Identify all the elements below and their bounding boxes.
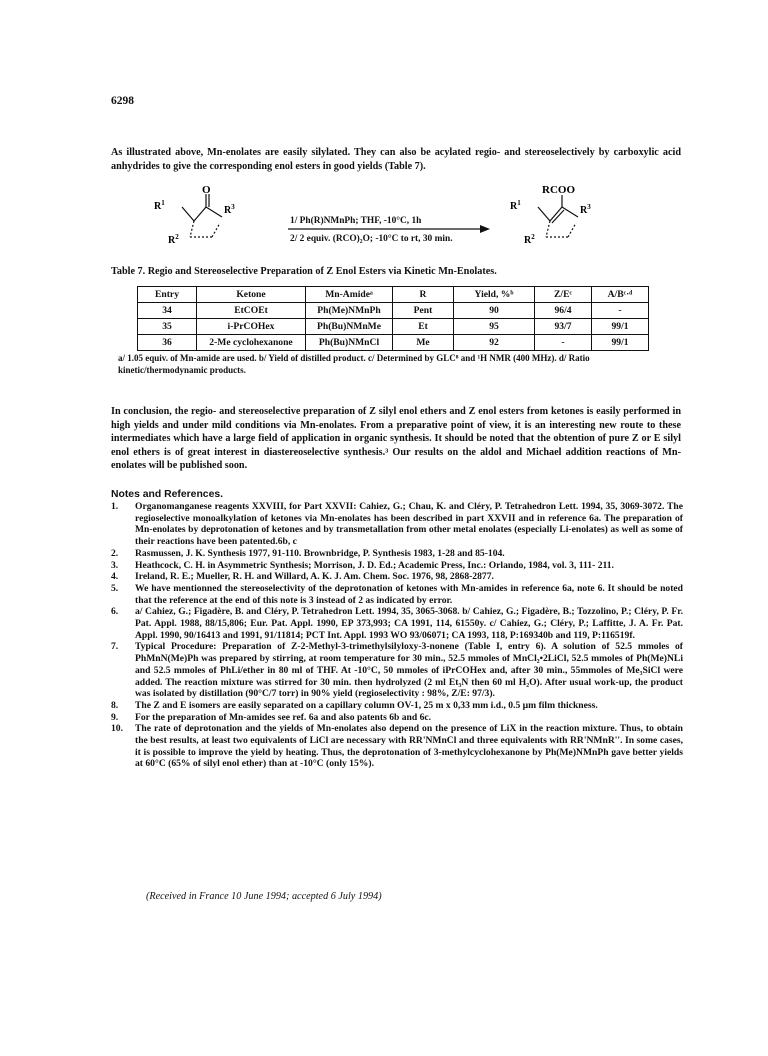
reference-number: 2. bbox=[111, 547, 119, 559]
ketone-structure bbox=[182, 194, 222, 237]
reference-item bbox=[111, 606, 683, 641]
reference-item bbox=[111, 583, 683, 606]
cell-r: Me bbox=[393, 335, 454, 351]
cell-ze: - bbox=[535, 335, 592, 351]
cell-r: Et bbox=[393, 319, 454, 335]
reference-number: 8. bbox=[111, 699, 119, 711]
ketone-r3: R bbox=[224, 205, 232, 216]
reference-item bbox=[111, 501, 683, 548]
cell-yield: 92 bbox=[454, 335, 535, 351]
ketone-r3-sup: 3 bbox=[231, 203, 235, 211]
table-row bbox=[138, 335, 649, 351]
cell-ze: 96/4 bbox=[535, 303, 592, 319]
results-table bbox=[137, 286, 649, 351]
ketone-r1-sup: 1 bbox=[161, 199, 165, 207]
cell-yield: 90 bbox=[454, 303, 535, 319]
col-header-ab: A/Bᶜ·ᵈ bbox=[592, 287, 649, 303]
reference-text: a/ Cahiez, G.; Figadère, B. and Cléry, P. Tetrahedron Lett. 1994, 35, 3065-3068. b/ Cahiez, G.; Figadère, B.; Tozzolino, P.; Cléry, P. Fr. Pat. Appl. 1988, 88/15,806; Eur. Pat. Appl. 1990, EP 373,993; CA 1991, 114, 61550y. c/ Cahiez, G.; Cléry, P.; Laffitte, J. A. Fr. Pat. Appl. 1990, 90/16413 and 1991, 91/11814; PCT Int. Appl. 1993 WO 93/06071; CA 1993, 118, P:169340b and 119, P:116519f. bbox=[135, 606, 683, 641]
reaction-arrowhead bbox=[480, 225, 490, 233]
enol-ester-r3-sup: 3 bbox=[587, 203, 591, 211]
reference-item bbox=[111, 548, 683, 560]
svg-text:R3 bbox=[580, 203, 591, 216]
ketone-r2: R bbox=[168, 235, 176, 246]
cell-yield: 95 bbox=[454, 319, 535, 335]
svg-text:R2 bbox=[168, 233, 179, 246]
table-row bbox=[138, 319, 649, 335]
reference-list bbox=[111, 501, 683, 770]
reference-text: Ireland, R. E.; Mueller, R. H. and Willard, A. K. J. Am. Chem. Soc. 1976, 98, 2868-2877. bbox=[135, 571, 494, 583]
received-line: (Received in France 10 June 1994; accepted 6 July 1994) bbox=[146, 891, 382, 902]
reference-item bbox=[111, 641, 683, 700]
cell-mn-amide: Ph(Bu)NMnCl bbox=[306, 335, 393, 351]
enol-ester-r2-sup: 2 bbox=[531, 233, 535, 241]
reference-text: The rate of deprotonation and the yields of Mn-enolates also depend on the presence of LiX in the reaction mixture. Thus, to obtain the best results, at least two equivalents of LiCl are necessary with RR'NMnCl and three equivalents with RR'NMnR''. In some cases, it is possible to improve the yield by heating. Thus, the deprotonation of 3-methylcyclohexanone by Ph(Me)NMnPh gave better yields at 60°C (65% of silyl enol ether) than at -10°C (only 15%). bbox=[135, 723, 683, 770]
reference-number: 4. bbox=[111, 571, 119, 583]
cell-ketone: EtCOEt bbox=[197, 303, 306, 319]
table-row bbox=[138, 303, 649, 319]
col-header-ze: Z/Eᶜ bbox=[535, 287, 592, 303]
reference-number: 9. bbox=[111, 711, 119, 723]
reference-number: 1. bbox=[111, 501, 119, 512]
cell-mn-amide: Ph(Me)NMnPh bbox=[306, 303, 393, 319]
enol-ester-r3: R bbox=[580, 205, 588, 216]
svg-text:R3 bbox=[224, 203, 235, 216]
reference-number: 5. bbox=[111, 582, 119, 594]
cell-ketone: i-PrCOHex bbox=[197, 319, 306, 335]
cell-entry: 36 bbox=[138, 335, 197, 351]
reference-item bbox=[111, 723, 683, 770]
cell-entry: 35 bbox=[138, 319, 197, 335]
cell-ketone: 2-Me cyclohexanone bbox=[197, 335, 306, 351]
cell-ab: - bbox=[592, 303, 649, 319]
svg-text:R1 bbox=[510, 199, 521, 212]
conclusion-paragraph: In conclusion, the regio- and stereoselective preparation of Z silyl enol ethers and Z enol esters from ketones is easily performed in high yields and under mild conditions via Mn-enolates. From a preparative point of view, it is an interesting new route to these intermediates which have a large field of application in organic synthesis. It should be noted that the obtention of pure Z or E silyl enol ethers is of great interest in diastereoselective synthesis.³ Our results on the aldol and Michael addition reactions of Mn-enolates will be published soon. bbox=[111, 406, 681, 472]
reference-text: Typical Procedure: Preparation of Z-2-Methyl-3-trimethylsilyloxy-3-nonene (Table I, entry 6). A solution of 52.5 mmoles of PhMnN(Me)Ph was prepared by stirring, at room temperature for 30 min., 52.5 mmoles of MnCl₂•2LiCl, 52.5 mmoles of Ph(Me)NLi and 52.5 mmoles of PhLi/ether in 80 ml of THF. At -10°C, 50 mmoles of iPrCOHex and, after 30 min., 55mmoles of Me₃SiCl were added. The reaction mixture was stirred for 30 min. then hydrolyzed (2 ml Et₃N then 60 ml H₂O). After usual work-up, the product was isolated by distillation (90°C/7 torr) in 90% yield (regioselectivity : 98%, Z/E: 97/3). bbox=[135, 641, 683, 700]
reference-number: 3. bbox=[111, 559, 119, 571]
reference-text: For the preparation of Mn-amides see ref. 6a and also patents 6b and 6c. bbox=[135, 711, 432, 723]
intro-paragraph: As illustrated above, Mn-enolates are easily silylated. They can also be acylated regio- and stereoselectively by carboxylic acid anhydrides to give the corresponding enol esters in good yields (Table 7). bbox=[111, 147, 681, 172]
ketone-r1: R bbox=[154, 201, 162, 212]
cell-r: Pent bbox=[393, 303, 454, 319]
reference-text: We have mentionned the stereoselectivity of the deprotonation of ketones with Mn-amides in reference 6a, note 6. It should be noted that the reference at the end of this note is 3 instead of 2 as indicated by error. bbox=[135, 582, 683, 606]
reference-item bbox=[111, 700, 683, 712]
enol-ester-rcoo: RCOO bbox=[542, 184, 575, 196]
col-header-ketone: Ketone bbox=[197, 287, 306, 303]
reference-text: Rasmussen, J. K. Synthesis 1977, 91-110. Brownbridge, P. Synthesis 1983, 1-28 and 85-104. bbox=[135, 547, 505, 559]
reaction-condition-1: 1/ Ph(R)NMnPh; THF, -10°C, 1h bbox=[290, 216, 422, 226]
enol-ester-r1: R bbox=[510, 201, 518, 212]
col-header-yield: Yield, %ᵇ bbox=[454, 287, 535, 303]
table-footnote: a/ 1.05 equiv. of Mn-amide are used. b/ Yield of distilled product. c/ Determined by GLC⁸ and ¹H NMR (400 MHz). d/ Ratio kinetic/thermodynamic products. bbox=[118, 353, 590, 375]
reference-item bbox=[111, 560, 683, 572]
ketone-r2-sup: 2 bbox=[175, 233, 179, 241]
svg-text:R2 bbox=[524, 233, 535, 246]
reaction-condition-2: 2/ 2 equiv. (RCO)₂O; -10°C to rt, 30 min. bbox=[290, 234, 453, 244]
reference-text: The Z and E isomers are easily separated on a capillary column OV-1, 25 m x 0,33 mm i.d., 0.5 µm film thickness. bbox=[135, 699, 598, 711]
cell-mn-amide: Ph(Bu)NMnMe bbox=[306, 319, 393, 335]
svg-text:R1 bbox=[154, 199, 165, 212]
cell-ab: 99/1 bbox=[592, 335, 649, 351]
enol-ester-r2: R bbox=[524, 235, 532, 246]
enol-ester-structure bbox=[538, 195, 578, 237]
enol-ester-r1-sup: 1 bbox=[517, 199, 521, 207]
reference-number: 7. bbox=[111, 641, 119, 653]
cell-ze: 93/7 bbox=[535, 319, 592, 335]
ketone-o: O bbox=[202, 184, 211, 196]
cell-ab: 99/1 bbox=[592, 319, 649, 335]
col-header-r: R bbox=[393, 287, 454, 303]
reference-text: Organomanganese reagents XXVIII, for Part XXVII: Cahiez, G.; Chau, K. and Cléry, P. Tetrahedron Lett. 1994, 35, 3069-3072. The regioselective monoalkylation of ketones via Mn-enolates has been described in part XXVII and in reference 6a. The preparation of Mn-enolates by deprotonation of ketones and by transmetallation from other metal enolates (especially Li-enolates) as well as some of their reactions have been patented.6b, c bbox=[135, 501, 683, 548]
reference-item bbox=[111, 571, 683, 583]
col-header-entry: Entry bbox=[138, 287, 197, 303]
reference-number: 10. bbox=[111, 723, 123, 735]
notes-heading: Notes and References. bbox=[111, 489, 224, 500]
reference-text: Heathcock, C. H. in Asymmetric Synthesis; Morrison, J. D. Ed.; Academic Press, Inc.: Orlando, 1984, vol. 3, 111- 211. bbox=[135, 559, 614, 571]
reference-number: 6. bbox=[111, 606, 119, 618]
col-header-mn-amide: Mn-Amideᵃ bbox=[306, 287, 393, 303]
table-caption: Table 7. Regio and Stereoselective Preparation of Z Enol Esters via Kinetic Mn-Enolates. bbox=[111, 266, 497, 277]
page-number: 6298 bbox=[111, 95, 134, 107]
cell-entry: 34 bbox=[138, 303, 197, 319]
table-header-row bbox=[138, 287, 649, 303]
reference-item bbox=[111, 712, 683, 724]
